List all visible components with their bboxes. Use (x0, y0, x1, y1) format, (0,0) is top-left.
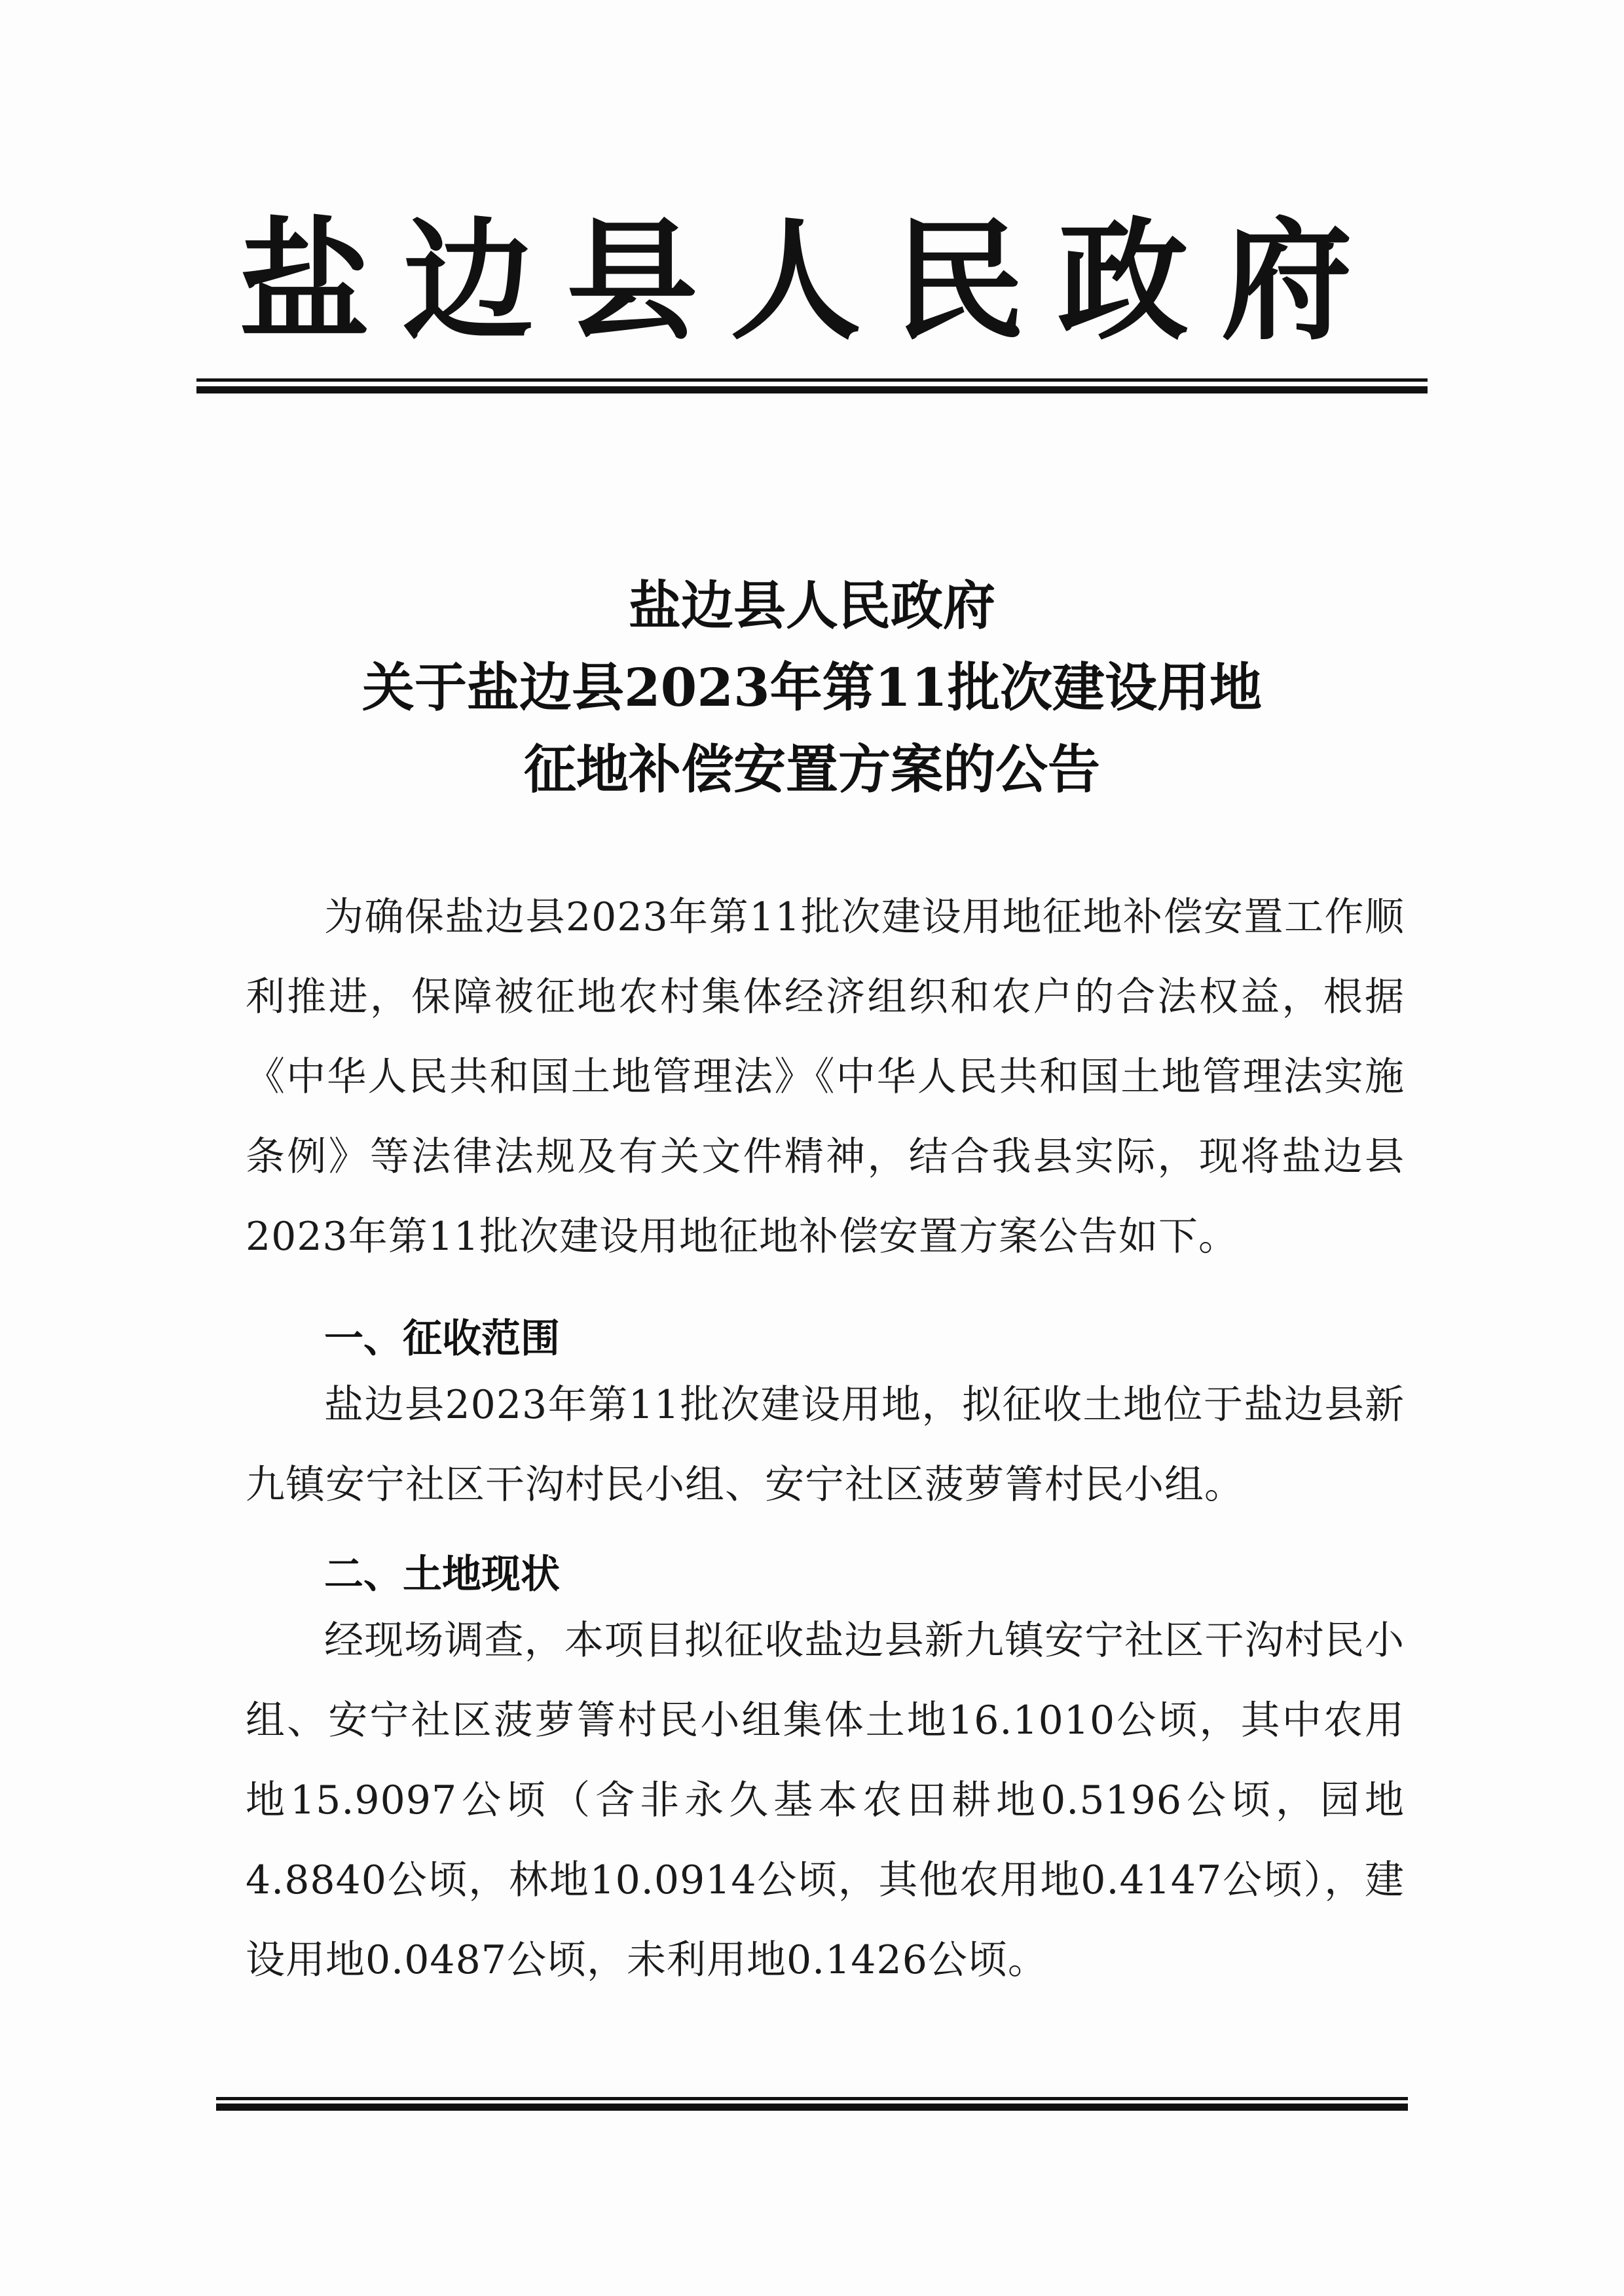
header-rule-thick (196, 386, 1428, 393)
intro-paragraph: 为确保盐边县2023年第11批次建设用地征地补偿安置工作顺利推进，保障被征地农村集体经济组织和农户的合法权益，根据《中华人民共和国土地管理法》《中华人民共和国土地管理法实施条例》等法律法规及有关文件精神，结合我县实际，现将盐边县2023年第11批次建设用地征地补偿安置方案公告如下。 (246, 894, 1405, 1260)
footer-rule-thick (216, 2104, 1408, 2111)
letterhead-issuer: 盐边县人民政府 (238, 204, 1385, 358)
section-1-text: 盐边县2023年第11批次建设用地，拟征收土地位于盐边县新九镇安宁社区干沟村民小组、安宁社区菠萝箐村民小组。 (246, 1382, 1405, 1508)
notice-title-line-3: 征地补偿安置方案的公告 (524, 738, 1100, 800)
footer-rule-thin (216, 2097, 1408, 2100)
section-2-heading: 二、土地现状 (324, 1552, 560, 1597)
section-2-text: 经现场调查，本项目拟征收盐边县新九镇安宁社区干沟村民小组、安宁社区菠萝箐村民小组集体土地16.1010公顷，其中农用地15.9097公顷（含非永久基本农田耕地0.5196公顷，园地4.8840公顷，林地10.0914公顷，其他农用地0.4147公顷），建设用地0.0487公顷，未利用地0.1426公顷。 (246, 1618, 1405, 1983)
notice-title-line-2: 关于盐边县2023年第11批次建设用地 (362, 657, 1262, 718)
section-1-heading: 一、征收范围 (324, 1316, 560, 1362)
header-rule-thin (196, 378, 1428, 382)
notice-title-line-1: 盐边县人民政府 (629, 575, 995, 636)
